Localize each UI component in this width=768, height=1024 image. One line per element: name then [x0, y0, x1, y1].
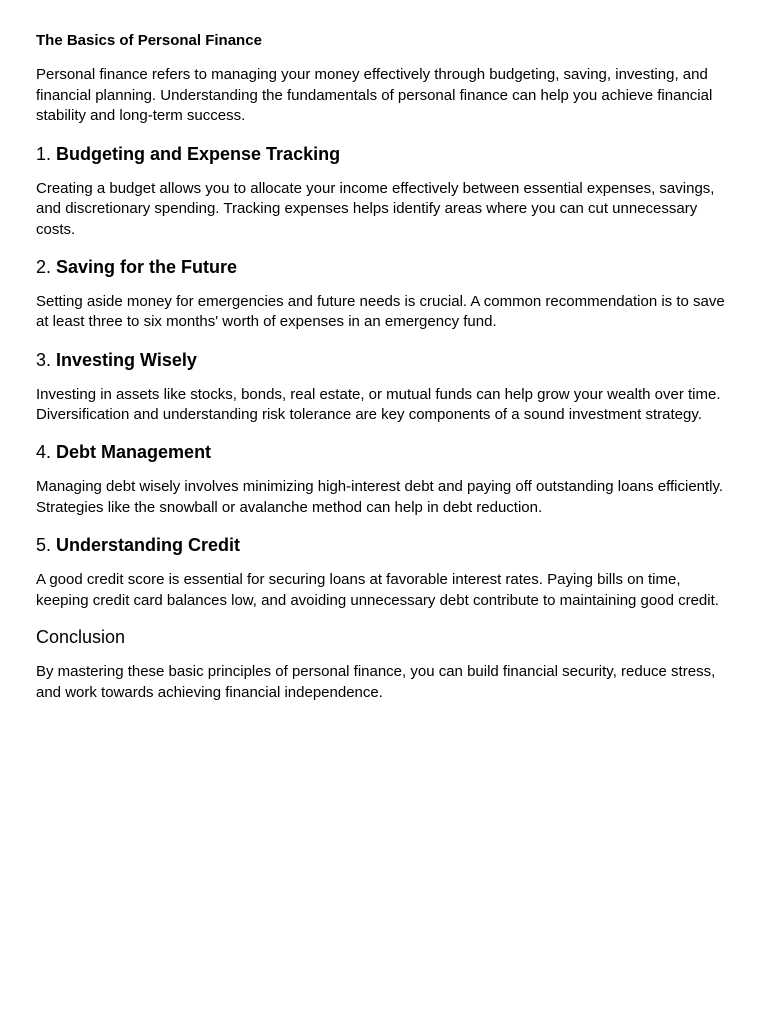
section-title-5: Understanding Credit [56, 535, 241, 556]
section-number-4: 4. [36, 441, 52, 462]
section-body-1: Creating a budget allows you to allocate your income effectively between essential expenses, savings, and discretionary spending. Tracking expenses helps identify areas where you can cut unnecessary costs. [36, 179, 715, 238]
conclusion-paragraph: By mastering these basic principles of personal finance, you can build financial security, reduce stress, and work towards achieving financial independence. [36, 663, 716, 701]
section-body-2: Setting aside money for emergencies and future needs is crucial. A common recommendation is to save at least three to six months' worth of expenses in an emergency fund. [36, 292, 725, 331]
section-number-1: 1. [36, 143, 52, 164]
intro-paragraph: Personal finance refers to managing your money effectively through budgeting, saving, investing, and financial planning. Understanding the fundamentals of personal finance can help you achieve financial stability and long-term success. [36, 66, 713, 125]
section-number-5: 5. [36, 535, 52, 556]
section-heading-4 [36, 441, 732, 463]
section-title-4: Debt Management [56, 441, 212, 462]
section-heading-2 [36, 256, 732, 278]
section-title-1: Budgeting and Expense Tracking [56, 143, 341, 164]
section-title-2: Saving for the Future [56, 256, 238, 277]
section-body-5: A good credit score is essential for securing loans at favorable interest rates. Paying bills on time, keeping credit card balances low, and avoiding unnecessary debt contribute to maintaining good credit. [36, 571, 719, 609]
section-heading-5 [36, 534, 732, 556]
section-title-3: Investing Wisely [56, 349, 197, 370]
section-body-4: Managing debt wisely involves minimizing high-interest debt and paying off outstanding loans efficiently. Strategies like the snowball or avalanche method can help in debt reduction. [36, 477, 724, 516]
conclusion-heading: Conclusion [36, 627, 126, 648]
section-heading-3 [36, 349, 732, 371]
document-title: The Basics of Personal Finance [36, 32, 262, 49]
section-body-3: Investing in assets like stocks, bonds, real estate, or mutual funds can help grow your wealth over time. Diversification and understanding risk tolerance are key components of a sound investment strategy. [36, 385, 721, 424]
section-number-3: 3. [36, 349, 52, 370]
section-heading-1 [36, 143, 732, 165]
section-number-2: 2. [36, 256, 52, 277]
